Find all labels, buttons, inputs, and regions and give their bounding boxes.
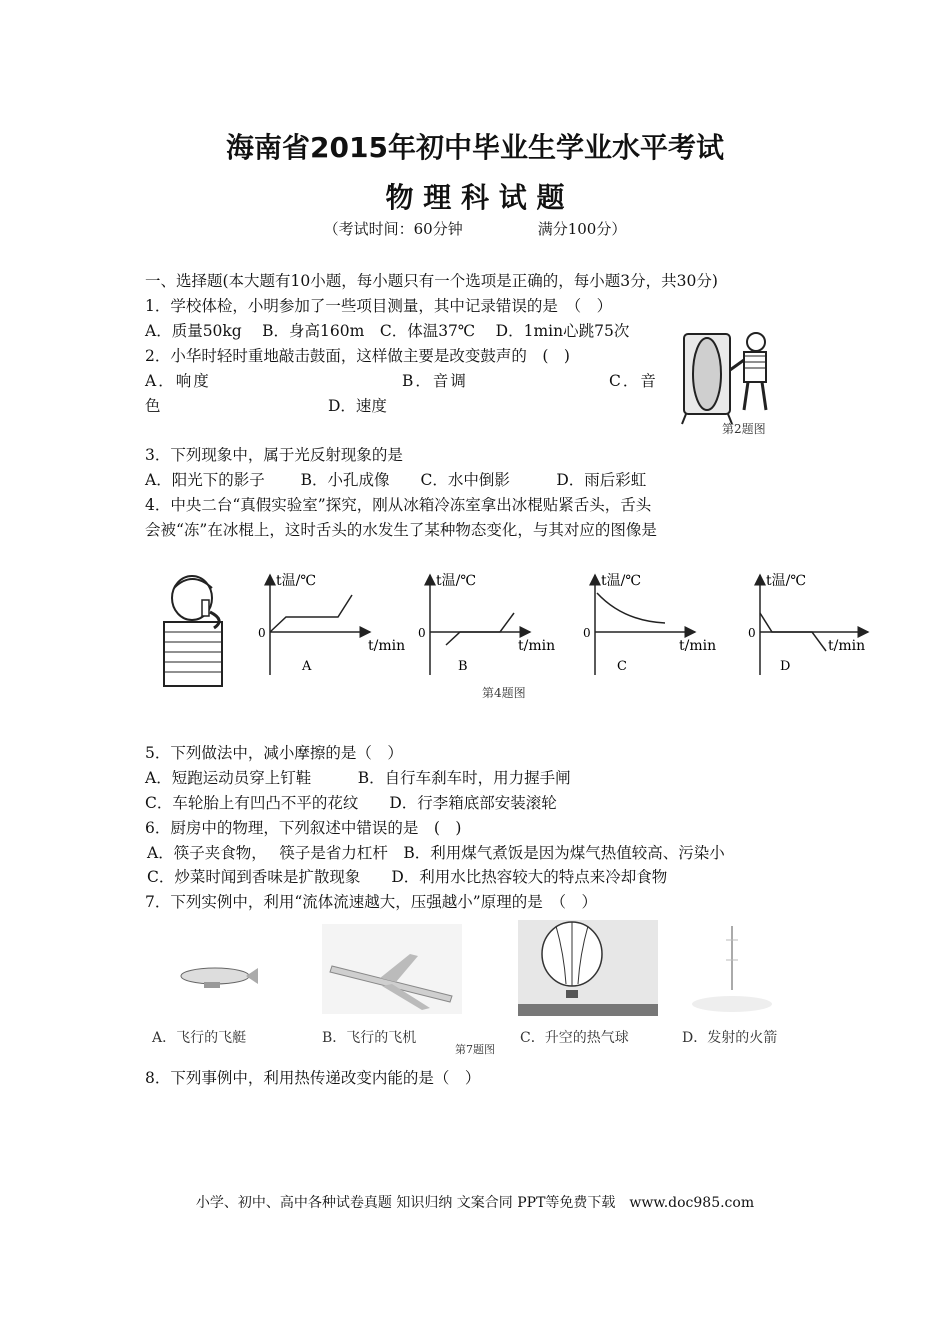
graph-b-y-label: t温/℃ (436, 573, 477, 589)
question-6-options-1: A．筷子夹食物， 筷子是省力杠杆 B．利用煤气煮饭是因为煤气热值较高、污染小 (147, 844, 725, 862)
question-4-stem-1: 4．中央二台“真假实验室”探究，刚从冰箱冷冻室拿出冰棍贴紧舌头，舌头 (145, 496, 652, 514)
airplane-image (322, 924, 462, 1014)
subject-title: 物 理 科 试 题 (385, 181, 565, 214)
graph-b-origin: 0 (418, 626, 426, 640)
graph-b-x-label: t/min (518, 638, 556, 654)
figure-7-caption: 第7题图 (455, 1043, 495, 1056)
phase-change-graphs (250, 565, 890, 685)
figure-2-caption: 第2题图 (722, 422, 766, 436)
graph-d-label: D (780, 659, 791, 674)
exam-meta: （考试时间：60分钟 满分100分） (323, 220, 627, 238)
graph-d (748, 573, 868, 675)
rocket-image (692, 926, 772, 1012)
graph-c-label: C (617, 659, 627, 674)
graph-a (258, 573, 405, 675)
graph-d-origin: 0 (748, 626, 756, 640)
graph-a-label: A (302, 659, 312, 674)
graph-d-x-label: t/min (828, 638, 866, 654)
question-4-stem-2: 会被“冻”在冰棍上，这时舌头的水发生了某种物态变化，与其对应的图像是 (145, 521, 657, 539)
graph-b (418, 573, 555, 675)
figure-4-caption: 第4题图 (482, 686, 526, 700)
boy-licking-icepop-figure (152, 572, 238, 690)
graph-c-y-label: t温/℃ (601, 573, 642, 589)
exam-title: 海南省2015年初中毕业生学业水平考试 (226, 131, 724, 164)
question-8-stem: 8．下列事例中，利用热传递改变内能的是（ ） (145, 1069, 481, 1087)
question-1-stem: 1．学校体检，小明参加了一些项目测量，其中记录错误的是 （ ） (145, 297, 613, 315)
graph-b-label: B (458, 659, 468, 674)
question-7-pictures (160, 920, 800, 1020)
section-heading: 一、选择题(本大题有10小题，每小题只有一个选项是正确的，每小题3分，共30分) (145, 272, 718, 290)
question-5-stem: 5．下列做法中，减小摩擦的是（ ） (145, 744, 403, 762)
graph-a-y-label: t温/℃ (276, 573, 317, 589)
graph-a-origin: 0 (258, 626, 266, 640)
q7-caption-d: D．发射的火箭 (682, 1030, 778, 1046)
page-footer: 小学、初中、高中各种试卷真题 知识归纳 文案合同 PPT等免费下载 www.doc985.com (195, 1195, 755, 1211)
graph-d-y-label: t温/℃ (766, 573, 807, 589)
question-6-options-2: C．炒菜时闻到香味是扩散现象 D．利用水比热容较大的特点来冷却食物 (147, 868, 668, 886)
graph-c-origin: 0 (583, 626, 591, 640)
q7-caption-a: A．飞行的飞艇 (152, 1030, 247, 1046)
hot-air-balloon-image (518, 920, 658, 1016)
question-1-options: A．质量50kg B．身高160m C．体温37℃ D．1min心跳75次 (145, 322, 630, 340)
question-2-option-d: D．速度 (328, 397, 387, 415)
question-2-option-c-cont: 色 (145, 397, 161, 415)
question-2-option-b: B．音调 (402, 372, 468, 390)
graph-c (583, 573, 716, 675)
question-3-stem: 3．下列现象中，属于光反射现象的是 (145, 446, 403, 464)
q7-caption-c: C．升空的热气球 (520, 1030, 629, 1046)
question-2-stem: 2．小华时轻时重地敲击鼓面，这样做主要是改变鼓声的 ( ) (145, 347, 570, 365)
graph-a-x-label: t/min (368, 638, 406, 654)
graph-c-x-label: t/min (679, 638, 717, 654)
question-5-options-1: A．短跑运动员穿上钉鞋 B．自行车刹车时，用力握手闸 (145, 769, 571, 787)
q7-caption-b: B．飞行的飞机 (322, 1030, 417, 1046)
question-7-stem: 7．下列实例中，利用“流体流速越大，压强越小”原理的是 （ ） (145, 893, 597, 911)
question-2-option-a: A．响度 (145, 372, 211, 390)
question-6-stem: 6．厨房中的物理，下列叙述中错误的是 ( ) (145, 819, 462, 837)
airship-image (181, 968, 258, 988)
question-3-options: A．阳光下的影子 B．小孔成像 C．水中倒影 D．雨后彩虹 (145, 471, 647, 489)
question-5-options-2: C．车轮胎上有凹凸不平的花纹 D．行李箱底部安装滚轮 (145, 794, 557, 812)
question-2-option-c: C．音 (609, 372, 658, 390)
